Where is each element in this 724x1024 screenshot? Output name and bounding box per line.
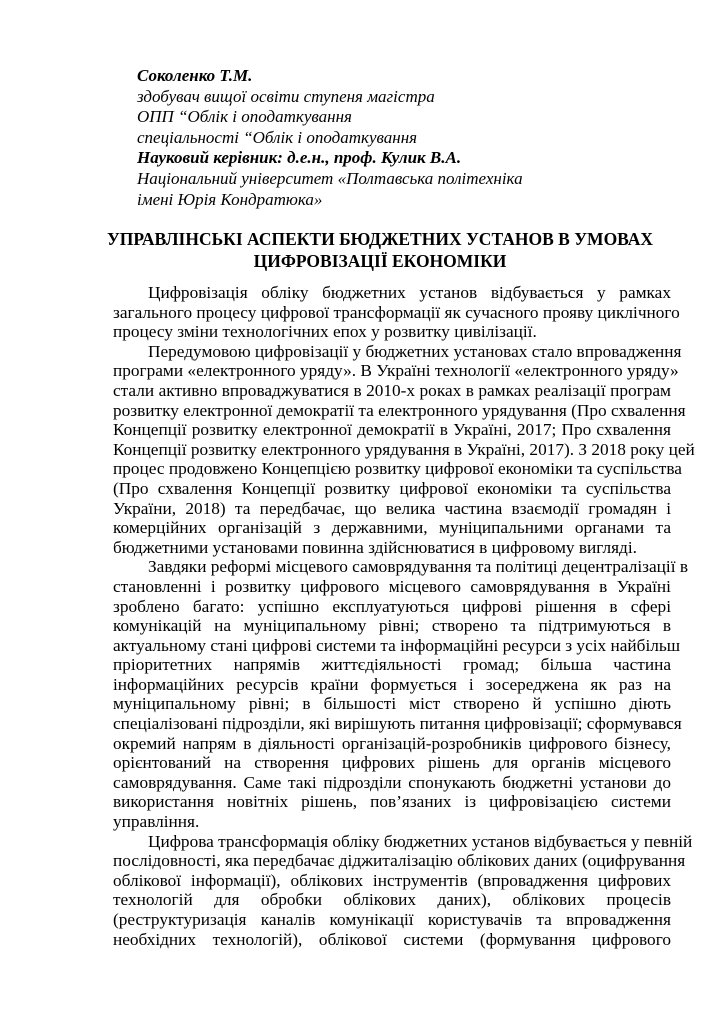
- text-line: Концепції розвитку електронної демократії в Україні, 2017; Про схвалення: [113, 420, 671, 440]
- institution-line-1: Національний університет «Полтавська політехніка: [137, 168, 523, 188]
- paragraph: [113, 341, 695, 558]
- institution-line-2: імені Юрія Кондратюка»: [137, 189, 323, 209]
- text-line: України, 2018) та передбачає, що велика частина взаємодії громадян і: [113, 498, 671, 518]
- text-line: необхідних технологій), облікової системи (формування цифрового: [113, 929, 671, 949]
- author-block: [137, 66, 523, 210]
- text-line: послідовності, яка передбачає діджиталізацію облікових даних (оцифрування: [113, 851, 686, 871]
- author-degree: здобувач вищої освіти ступеня магістра: [137, 86, 435, 106]
- text-line: інформаційних ресурсів країни формується і зосереджена як раз на: [113, 674, 671, 694]
- author-program: ОПП “Облік і оподаткування: [137, 107, 352, 127]
- text-line: комерційних організацій з державними, муніципальними органами та: [113, 518, 671, 538]
- text-line: управління.: [113, 812, 200, 832]
- text-line: бюджетними установами повинна здійснюватися в цифровому вигляді.: [113, 537, 637, 557]
- title-line: УПРАВЛІНСЬКІ АСПЕКТИ БЮДЖЕТНИХ УСТАНОВ В УМОВАХ: [106, 229, 654, 249]
- text-line: спеціалізовані підрозділи, які вирішують питання цифровізації; сформувався: [113, 714, 682, 734]
- text-line: технологій для обробки облікових даних), облікових процесів: [113, 890, 671, 910]
- text-line: пріоритетних напрямів життєдіяльності громад; більша частина: [113, 655, 671, 675]
- text-line: розвитку електронної демократії та електронного урядування (Про схвалення: [113, 400, 686, 420]
- text-line: Завдяки реформі місцевого самоврядування та політиці децентралізації в: [148, 557, 688, 577]
- text-line: програми «електронного уряду». В Україні технології «електронного уряду»: [113, 361, 679, 381]
- text-line: муніципальному рівні; в більшості міст створено й успішно діють: [113, 694, 671, 714]
- text-line: Цифрова трансформація обліку бюджетних установ відбувається у певній: [148, 831, 693, 851]
- text-line: стали активно впроваджуватися в 2010-х роках в рамках реалізації програм: [113, 380, 671, 400]
- text-line: зроблено багато: успішно експлуатуються цифрові рішення в сфері: [113, 596, 671, 616]
- text-line: Концепції розвитку електронного урядування в Україні, 2017). З 2018 року цей: [113, 439, 695, 459]
- title-line: ЦИФРОВІЗАЦІЇ ЕКОНОМІКИ: [253, 250, 507, 271]
- text-line: використання новітніх рішень, пов’язаних із цифровізацією системи: [113, 792, 671, 812]
- article-body: [113, 283, 695, 949]
- text-line: загального процесу цифрової трансформації як сучасного прояву циклічного: [113, 302, 680, 322]
- paragraph: [113, 557, 688, 832]
- text-line: окремий напрям в діяльності організацій-розробників цифрового бізнесу,: [113, 733, 671, 753]
- text-line: актуальному стані цифрові системи та інформаційні ресурси з усіх найбільш: [113, 635, 681, 655]
- text-line: облікової інформації), облікових інструментів (впровадження цифрових: [113, 870, 671, 890]
- paragraph: [113, 283, 680, 342]
- text-line: становленні і розвитку цифрового місцевого самоврядування в Україні: [113, 576, 671, 596]
- paragraph: [113, 831, 693, 950]
- text-line: (Про схвалення Концепції розвитку цифрової економіки та суспільства: [113, 478, 671, 498]
- supervisor: Науковий керівник: д.е.н., проф. Кулик В.А.: [137, 148, 462, 168]
- text-line: Передумовою цифровізації у бюджетних установах стало впровадження: [148, 341, 682, 361]
- text-line: самоврядування. Саме такі підрозділи спонукають бюджетні установи до: [113, 772, 671, 792]
- text-line: процесу зміни технологічних епох у розвитку цивілізації.: [113, 322, 537, 342]
- article-title: [100, 229, 660, 272]
- text-line: (реструктуризація каналів комунікації користувачів та впровадження: [113, 910, 671, 929]
- text-line: Цифровізація обліку бюджетних установ відбувається у рамках: [148, 283, 671, 302]
- text-line: процес продовжено Концепцією розвитку цифрової економіки та суспільства: [113, 459, 682, 479]
- text-line: орієнтований на створення цифрових рішень для органів місцевого: [113, 753, 671, 773]
- author-specialty: спеціальності “Облік і оподаткування: [137, 127, 418, 147]
- author-name: Соколенко Т.М.: [137, 66, 253, 85]
- text-line: комунікацій на муніципальному рівні; створено та підтримуються в: [113, 616, 671, 636]
